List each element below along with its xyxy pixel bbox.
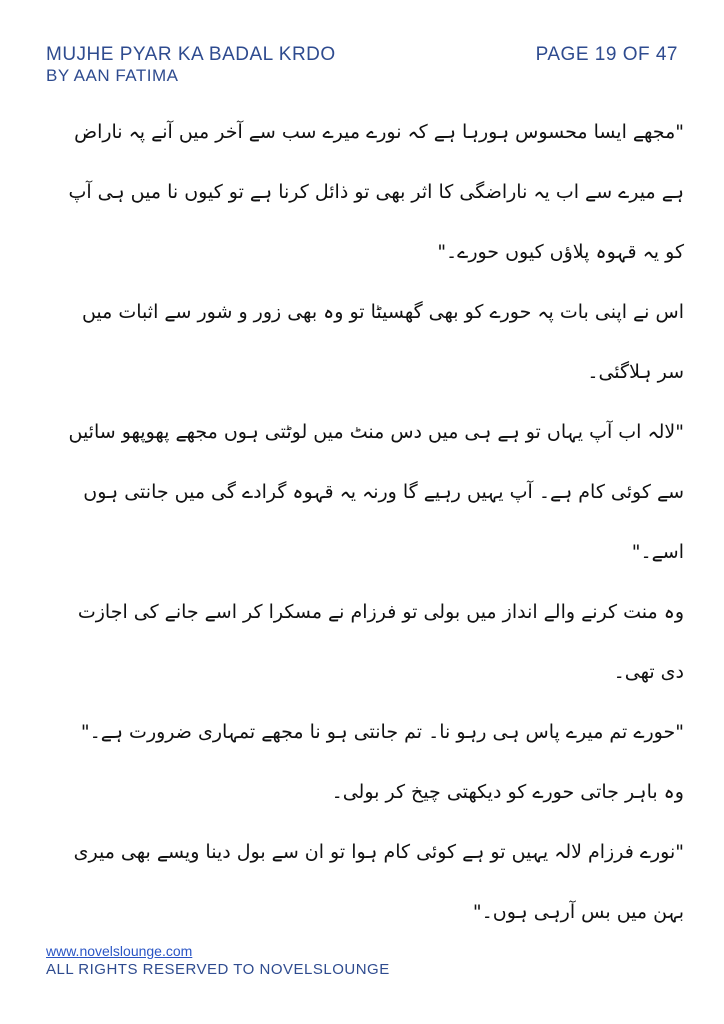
website-link[interactable]: www.novelslounge.com: [46, 943, 193, 959]
paragraph: "لالہ اب آپ یہاں تو ہے ہی میں دس منٹ میں لوٹتی ہوں مجھے پھوپھو سائیں سے کوئی کام ہے۔ آپ یہیں رہیے گا ورنہ یہ قہوہ گرادے گی میں جانتی ہوں اسے۔": [68, 421, 684, 563]
author-byline: BY AAN FATIMA: [46, 66, 179, 85]
paragraph: وہ باہر جاتی حورے کو دیکھتی چیخ کر بولی۔: [331, 781, 684, 803]
rights-notice: ALL RIGHTS RESERVED TO NOVELSLOUNGE: [46, 961, 390, 978]
novel-text: [54, 102, 684, 942]
paragraph: "مجھے ایسا محسوس ہورہا ہے کہ نورے میرے سب سے آخر میں آنے پہ ناراض ہے میرے سے اب یہ ناراضگی کا اثر بھی تو ذائل کرنا ہے تو کیوں نا میں ہی آپ کو یہ قہوہ پلاؤں کیوں حورے۔": [68, 121, 684, 263]
paragraph: "نورے فرزام لالہ یہیں تو ہے کوئی کام ہوا تو ان سے بول دینا ویسے بھی میری بہن میں بس آرہی ہوں۔": [73, 841, 684, 923]
paragraph: "حورے تم میرے پاس ہی رہو نا۔ تم جانتی ہو نا مجھے تمہاری ضرورت ہے۔": [80, 721, 684, 743]
paragraph: وہ منت کرنے والے انداز میں بولی تو فرزام نے مسکرا کر اسے جانے کی اجازت دی تھی۔: [77, 601, 684, 683]
header-left: [46, 44, 336, 86]
novel-title: MUJHE PYAR KA BADAL KRDO: [46, 44, 336, 65]
paragraph: اس نے اپنی بات پہ حورے کو بھی گھسیٹا تو وہ بھی زور و شور سے اثبات میں سر ہلاگئی۔: [81, 301, 684, 383]
page-indicator: PAGE 19 OF 47: [535, 44, 678, 65]
footer: [46, 942, 390, 980]
